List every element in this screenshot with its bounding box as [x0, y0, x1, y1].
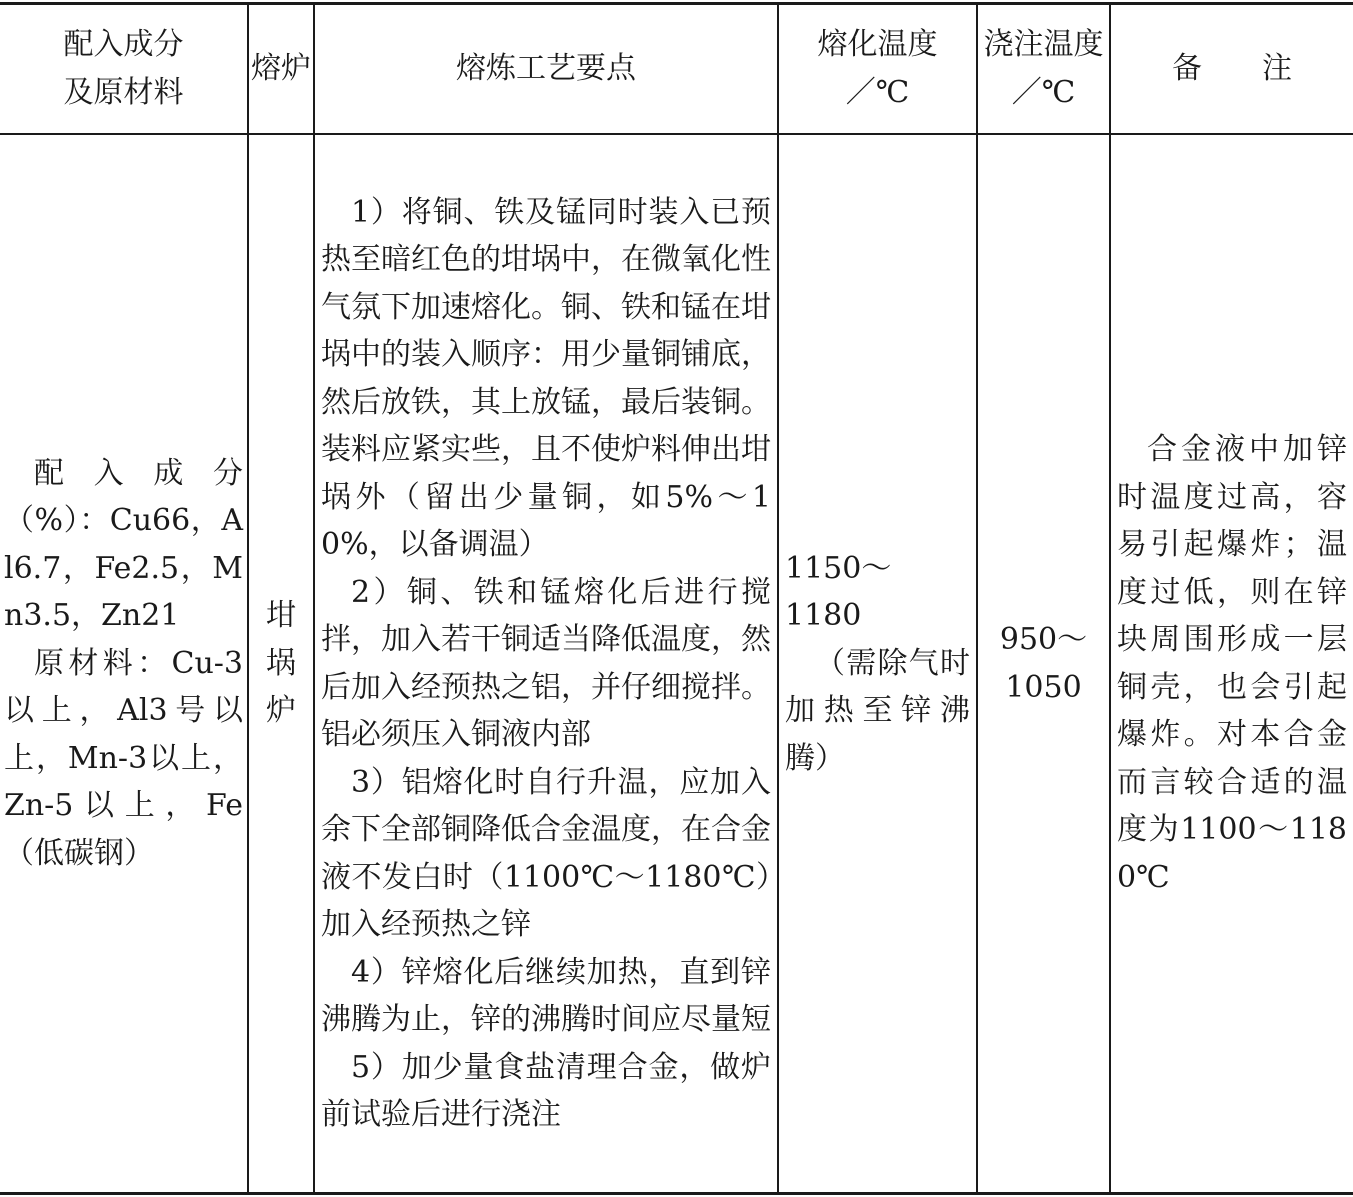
cell-composition — [0, 134, 248, 1194]
header-pour-temp-unit: ／℃ — [1011, 75, 1076, 110]
header-melt-temp — [778, 4, 977, 135]
header-furnace: 熔炉 — [248, 4, 314, 135]
pour-temp-range-a: 950～ — [999, 622, 1088, 657]
header-process: 熔炼工艺要点 — [314, 4, 778, 135]
composition-materials: 原材料：Cu-3以上，Al3号以上，Mn-3以上，Zn-5以上，Fe（低碳钢） — [4, 645, 243, 871]
header-composition — [0, 4, 248, 135]
furnace-char-2: 埚 — [266, 645, 296, 681]
composition-text — [0, 450, 247, 878]
cell-melt-temp — [778, 134, 977, 1194]
header-pour-temp — [977, 4, 1110, 135]
header-pour-temp-line1: 浇注温度 — [983, 27, 1104, 62]
process-step-4: 4）锌熔化后继续加热，直到锌沸腾为止，锌的沸腾时间应尽量短 — [321, 954, 771, 1037]
melt-temp-note: （需除气时加热至锌沸腾） — [785, 645, 970, 776]
process-step-3: 3）铝熔化时自行升温，应加入余下全部铜降低合金温度，在合金液不发白时（1100℃～1180℃）加入经预热之锌 — [321, 764, 771, 942]
process-text — [315, 189, 777, 1139]
furnace-char-1: 坩 — [266, 598, 296, 634]
melt-temp-range-a: 1150～ — [785, 550, 892, 586]
remarks-text — [1111, 426, 1353, 901]
pour-temp-range-b: 1050 — [1005, 669, 1082, 705]
composition-ratio: 配入成分（%）：Cu66，Al6.7，Fe2.5，Mn3.5，Zn21 — [4, 455, 243, 634]
header-melt-temp-line1: 熔化温度 — [817, 27, 938, 62]
process-step-5: 5）加少量食盐清理合金，做炉前试验后进行浇注 — [321, 1049, 771, 1132]
header-composition-line2: 及原材料 — [63, 75, 184, 110]
cell-process — [314, 134, 778, 1194]
header-remarks: 备 注 — [1110, 4, 1353, 135]
process-step-1: 1）将铜、铁及锰同时装入已预热至暗红色的坩埚中，在微氧化性气氛下加速熔化。铜、铁和锰在坩埚中的装入顺序：用少量铜铺底，然后放铁，其上放锰，最后装铜。装料应紧实些，且不使炉料伸出坩埚外（留出少量铜，如5%～10%，以备调温） — [321, 194, 771, 562]
melt-temp-text — [779, 545, 976, 783]
cell-furnace — [248, 134, 314, 1194]
header-row — [0, 4, 1353, 135]
cell-remarks — [1110, 134, 1353, 1194]
header-melt-temp-unit: ／℃ — [845, 75, 910, 110]
table-row — [0, 134, 1353, 1194]
melt-temp-range-b: 1180 — [785, 598, 862, 634]
furnace-char-3: 炉 — [266, 693, 296, 729]
remarks-paragraph: 合金液中加锌时温度过高，容易引起爆炸；温度过低，则在锌块周围形成一层铜壳，也会引起爆炸。对本合金而言较合适的温度为1100～1180℃ — [1117, 432, 1347, 895]
alloy-melting-table — [0, 2, 1353, 1195]
header-composition-line1: 配入成分 — [63, 27, 184, 62]
cell-pour-temp — [977, 134, 1110, 1194]
process-step-2: 2）铜、铁和锰熔化后进行搅拌，加入若干铜适当降低温度，然后加入经预热之铝，并仔细搅拌。铝必须压入铜液内部 — [321, 574, 771, 752]
